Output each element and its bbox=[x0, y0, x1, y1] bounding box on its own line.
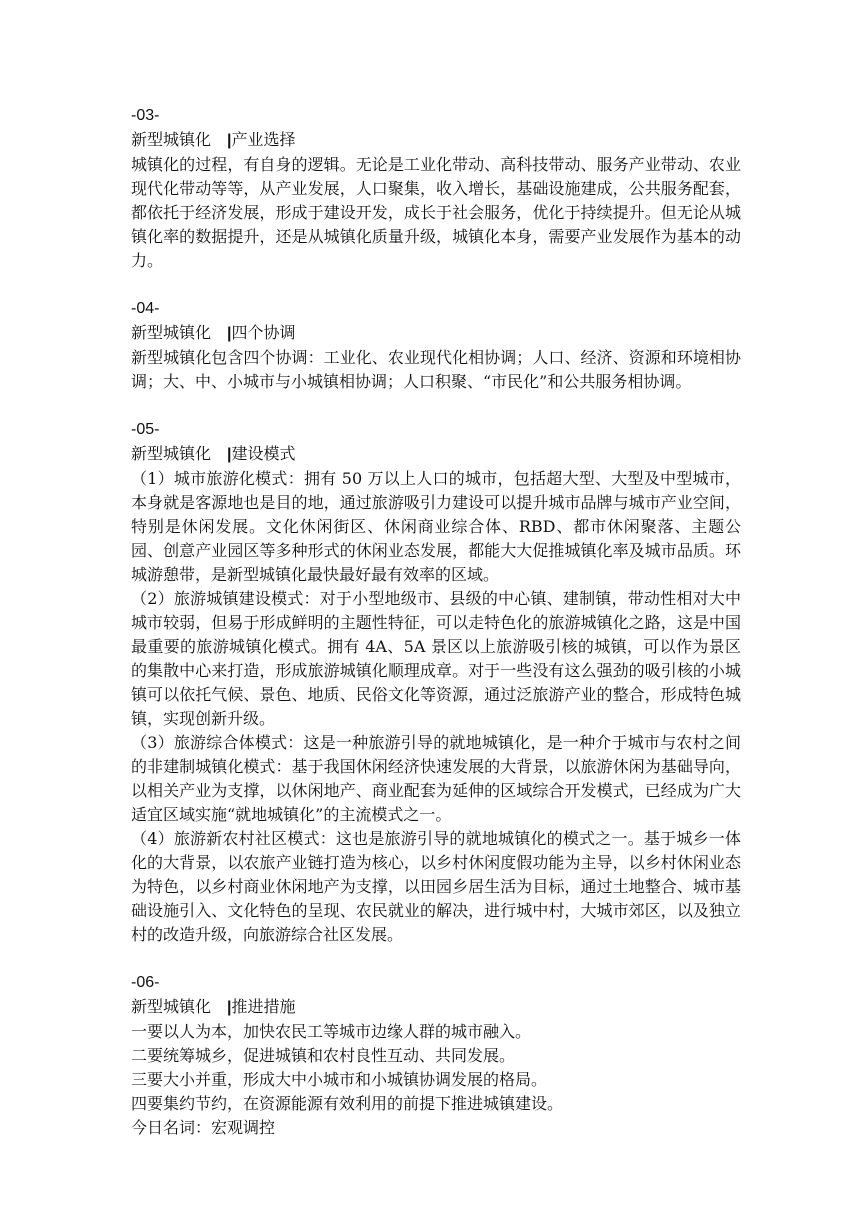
heading-subtitle: 四个协调 bbox=[231, 323, 296, 342]
measure-line-3: 三要大小并重，形成大中小城市和小城镇协调发展的格局。 bbox=[131, 1070, 548, 1089]
mode-paragraph-4: （4）旅游新农村社区模式：这也是旅游引导的就地城镇化的模式之一。基于城乡一体化的大背景，以农旅产业链打造为核心，以乡村休闲度假功能为主导，以乡村休闲业态为特色，以乡村商业休闲地产为支撑，以田园乡居生活为目标，通过土地整合、城市基础设施引入、文化特色的呈现、农民就业的解决，进行城中村，大城市郊区，以及独立村的改造升级，向旅游综合社区发展。 bbox=[131, 829, 741, 944]
section-06 bbox=[131, 971, 741, 1140]
heading-separator: | bbox=[227, 999, 232, 1016]
heading-separator: | bbox=[227, 446, 232, 463]
section-heading bbox=[131, 128, 741, 153]
measure-line-2: 二要统筹城乡，促进城镇和农村良性互动、共同发展。 bbox=[131, 1046, 516, 1065]
heading-separator: | bbox=[227, 132, 232, 149]
mode-paragraph-3: （3）旅游综合体模式：这是一种旅游引导的就地城镇化，是一种介于城市与农村之间的非建制城镇化模式：基于我国休闲经济快速发展的大背景，以旅游休闲为基础导向，以相关产业为支撑，以休闲地产、商业配套为延伸的区域综合开发模式，已经成为广大适宜区域实施“就地城镇化”的主流模式之一。 bbox=[131, 733, 741, 824]
heading-subtitle: 建设模式 bbox=[231, 444, 296, 463]
section-03 bbox=[131, 104, 741, 273]
section-paragraph: 城镇化的过程，有自身的逻辑。无论是工业化带动、高科技带动、服务产业带动、农业现代化带动等等，从产业发展，人口聚集，收入增长，基础设施建成，公共服务配套，都依托于经济发展，形成于建设开发，成长于社会服务，优化于持续提升。但无论从城镇化率的数据提升，还是从城镇化质量升级，城镇化本身，需要产业发展作为基本的动力。 bbox=[131, 155, 741, 270]
heading-separator: | bbox=[227, 325, 232, 342]
term-of-the-day: 今日名词：宏观调控 bbox=[131, 1118, 276, 1137]
heading-title: 新型城镇化 bbox=[131, 444, 212, 463]
section-heading bbox=[131, 321, 741, 346]
heading-subtitle: 推进措施 bbox=[231, 997, 296, 1016]
heading-title: 新型城镇化 bbox=[131, 323, 212, 342]
document-page bbox=[131, 104, 741, 1140]
section-heading bbox=[131, 442, 741, 467]
heading-title: 新型城镇化 bbox=[131, 130, 212, 149]
section-paragraph: 新型城镇化包含四个协调：工业化、农业现代化相协调；人口、经济、资源和环境相协调；大、中、小城市与小城镇相协调；人口积聚、“市民化”和公共服务相协调。 bbox=[131, 348, 741, 391]
mode-paragraph-1: （1）城市旅游化模式：拥有 50 万以上人口的城市，包括超大型、大型及中型城市，本身就是客源地也是目的地，通过旅游吸引力建设可以提升城市品牌与城市产业空间，特别是休闲发展。文化休闲街区、休闲商业综合体、RBD、都市休闲聚落、主题公园、创意产业园区等多种形式的休闲业态发展，都能大大促推城镇化率及城市品质。环城游憩带，是新型城镇化最快最好最有效率的区域。 bbox=[131, 469, 741, 584]
section-05 bbox=[131, 418, 741, 947]
section-heading bbox=[131, 995, 741, 1020]
heading-subtitle: 产业选择 bbox=[231, 130, 296, 149]
section-number: -04- bbox=[131, 300, 160, 317]
mode-paragraph-2: （2）旅游城镇建设模式：对于小型地级市、县级的中心镇、建制镇，带动性相对大中城市较弱，但易于形成鲜明的主题性特征，可以走特色化的旅游城镇化之路，这是中国最重要的旅游城镇化模式。拥有 4A、5A 景区以上旅游吸引核的城镇，可以作为景区的集散中心来打造，形成旅游城镇化顺理成章。对于一些没有这么强劲的吸引核的小城镇可以依托气候、景色、地质、民俗文化等资源，通过泛旅游产业的整合，形成特色城镇，实现创新升级。 bbox=[131, 589, 741, 728]
section-number: -05- bbox=[131, 421, 160, 438]
section-number: -03- bbox=[131, 107, 160, 124]
measure-line-1: 一要以人为本，加快农民工等城市边缘人群的城市融入。 bbox=[131, 1022, 532, 1041]
section-04 bbox=[131, 297, 741, 394]
measure-line-4: 四要集约节约，在资源能源有效利用的前提下推进城镇建设。 bbox=[131, 1094, 564, 1113]
heading-title: 新型城镇化 bbox=[131, 997, 212, 1016]
section-number: -06- bbox=[131, 974, 160, 991]
